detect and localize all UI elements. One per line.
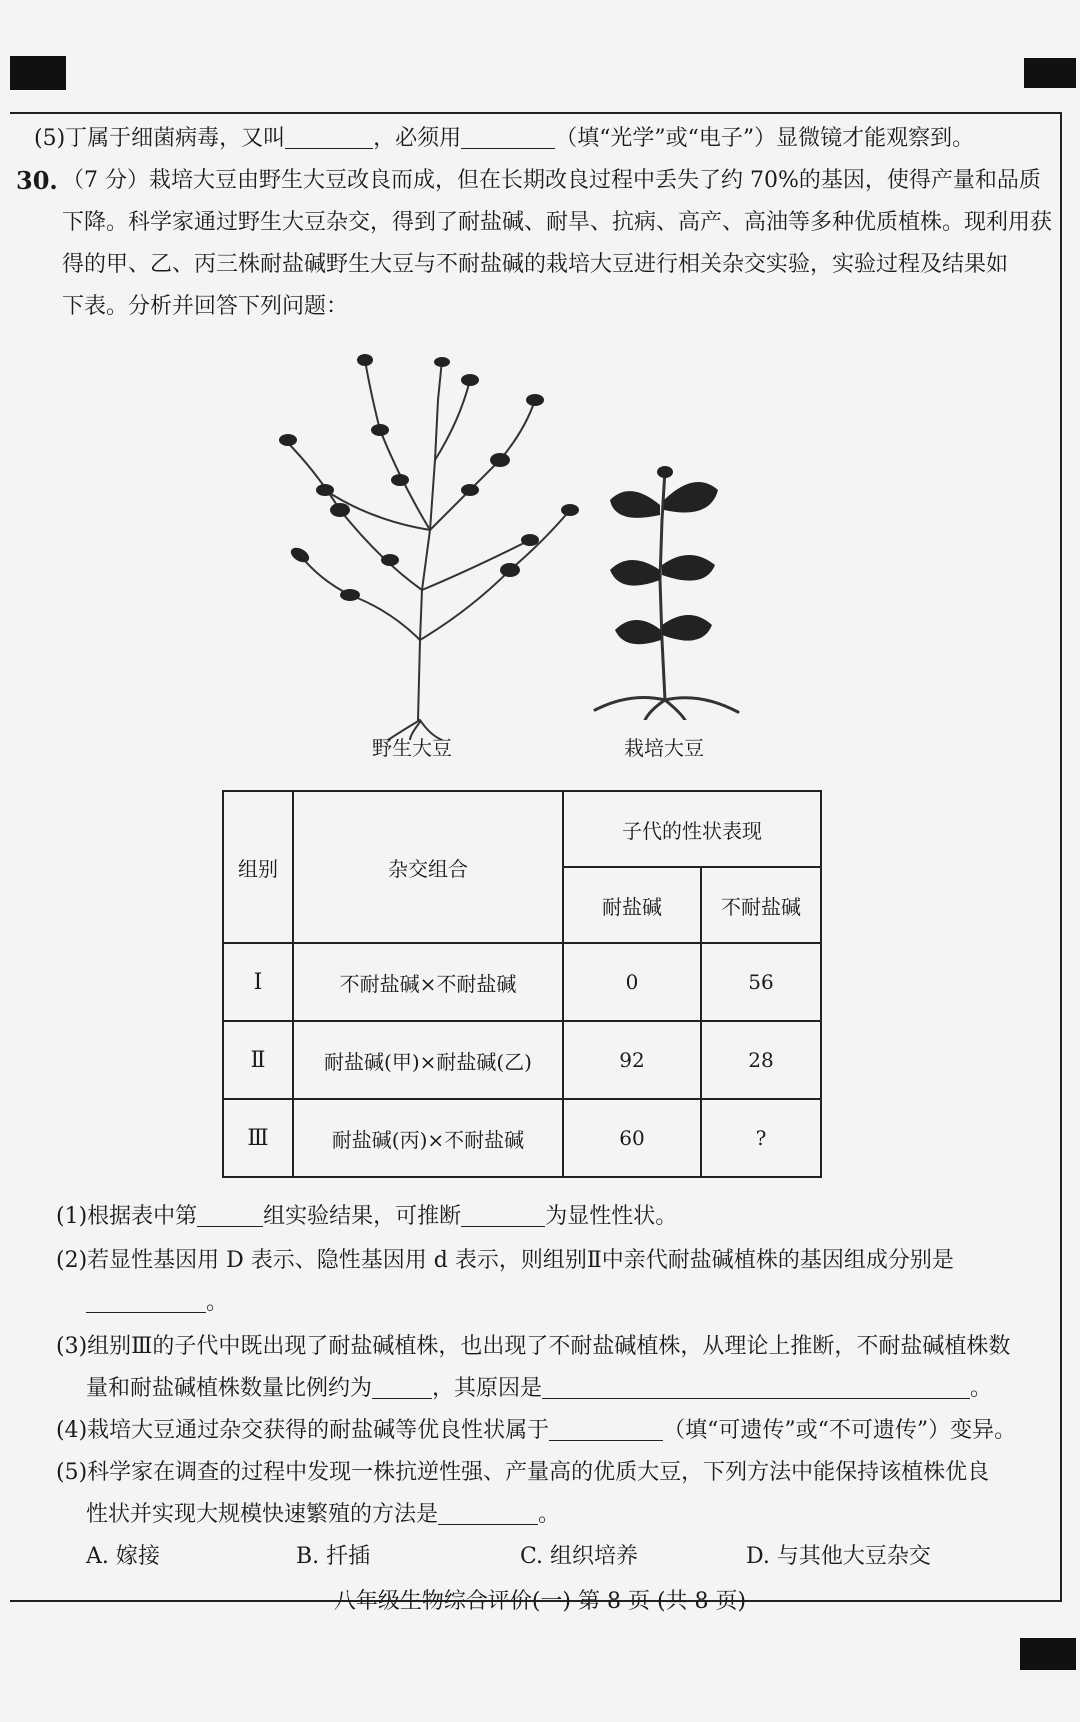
table-row: Ⅰ 不耐盐碱×不耐盐碱 0 56 bbox=[223, 943, 821, 1021]
header-cross: 杂交组合 bbox=[293, 791, 563, 943]
answer-blank[interactable] bbox=[285, 122, 373, 149]
caption-cultivated-soybean: 栽培大豆 bbox=[624, 736, 704, 760]
wild-soybean-illustration bbox=[270, 340, 590, 740]
sub-question-5: (5)科学家在调查的过程中发现一株抗逆性强、产量高的优质大豆，下列方法中能保持该植株优良 bbox=[56, 1460, 990, 1485]
registration-mark-top-left bbox=[10, 56, 66, 90]
sub-question-1: (1)根据表中第 组实验结果，可推断 为显性性状。 bbox=[56, 1196, 677, 1238]
header-group: 组别 bbox=[223, 791, 293, 943]
caption-wild-soybean: 野生大豆 bbox=[372, 736, 452, 760]
registration-mark-bottom-right bbox=[1020, 1638, 1076, 1670]
cross-results-table bbox=[222, 790, 822, 1178]
option-d[interactable]: D. 与其他大豆杂交 bbox=[746, 1544, 931, 1569]
answer-blank[interactable] bbox=[86, 1286, 206, 1313]
header-tolerant: 耐盐碱 bbox=[563, 867, 701, 943]
header-intolerant: 不耐盐碱 bbox=[701, 867, 821, 943]
option-a[interactable]: A. 嫁接 bbox=[86, 1544, 160, 1569]
page-footer: 八年级生物综合评价(一) 第 8 页 (共 8 页) bbox=[333, 1589, 747, 1614]
q30-intro-line: 下表。分析并回答下列问题： bbox=[62, 294, 349, 319]
option-c[interactable]: C. 组织培养 bbox=[520, 1544, 639, 1569]
cultivated-soybean-illustration bbox=[590, 460, 740, 720]
sub-question-5-answer: 性状并实现大规模快速繁殖的方法是 。 bbox=[86, 1494, 560, 1536]
answer-blank[interactable] bbox=[542, 1372, 970, 1399]
sub-question-3: (3)组别Ⅲ的子代中既出现了耐盐碱植株，也出现了不耐盐碱植株，从理论上推断，不耐盐碱植株数 bbox=[56, 1334, 1011, 1359]
answer-blank[interactable] bbox=[197, 1200, 263, 1227]
registration-mark-top-right bbox=[1024, 58, 1076, 88]
q30-intro-line: 下降。科学家通过野生大豆杂交，得到了耐盐碱、耐旱、抗病、高产、高油等多种优质植株。现利用获 bbox=[62, 210, 1053, 235]
answer-blank[interactable] bbox=[549, 1414, 663, 1441]
answer-blank[interactable] bbox=[438, 1498, 538, 1525]
answer-blank[interactable] bbox=[461, 1200, 545, 1227]
question-number: 30. bbox=[16, 166, 58, 195]
answer-blank[interactable] bbox=[372, 1372, 432, 1399]
q30-intro-line: 得的甲、乙、丙三株耐盐碱野生大豆与不耐盐碱的栽培大豆进行相关杂交实验，实验过程及结果如 bbox=[62, 252, 1009, 277]
sub-question-4: (4)栽培大豆通过杂交获得的耐盐碱等优良性状属于 （填“可遗传”或“不可遗传”）变异。 bbox=[56, 1410, 1016, 1452]
option-b[interactable]: B. 扦插 bbox=[296, 1544, 371, 1569]
q30-intro-line: （7 分）栽培大豆由野生大豆改良而成，但在长期改良过程中丢失了约 70%的基因，使得产量和品质 bbox=[62, 168, 1041, 193]
q29-line5: (5)丁属于细菌病毒，又叫 ，必须用 （填“光学”或“电子”）显微镜才能观察到。 bbox=[34, 118, 974, 160]
top-rule bbox=[10, 112, 1060, 114]
header-offspring: 子代的性状表现 bbox=[563, 791, 821, 867]
table-row: Ⅱ 耐盐碱(甲)×耐盐碱(乙) 92 28 bbox=[223, 1021, 821, 1099]
sub-question-2: (2)若显性基因用 D 表示、隐性基因用 d 表示，则组别Ⅱ中亲代耐盐碱植株的基因组成分别是 bbox=[56, 1248, 954, 1273]
answer-blank[interactable] bbox=[461, 122, 555, 149]
table-row: Ⅲ 耐盐碱(丙)×不耐盐碱 60 ? bbox=[223, 1099, 821, 1177]
sub-question-3-answer: 量和耐盐碱植株数量比例约为 ，其原因是 。 bbox=[86, 1368, 992, 1410]
sub-question-2-answer: 。 bbox=[86, 1282, 228, 1324]
right-rule bbox=[1060, 112, 1062, 1602]
